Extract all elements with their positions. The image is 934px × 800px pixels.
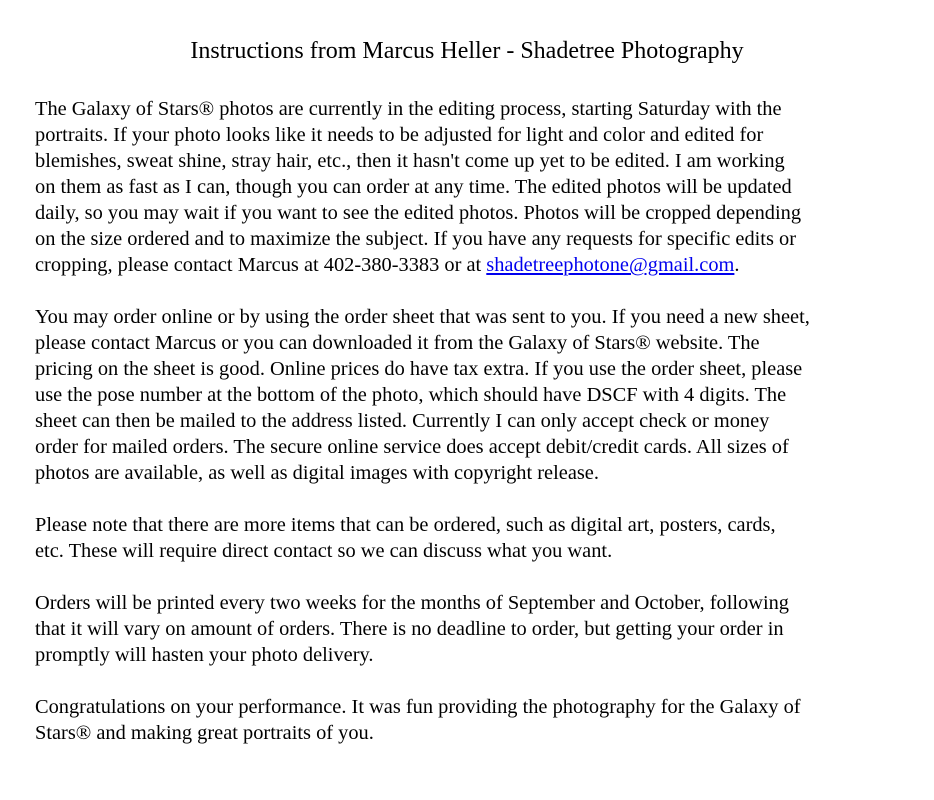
text-line: daily, so you may wait if you want to see the edited photos. Photos will be cropped depending <box>35 202 802 224</box>
text-line: photos are available, as well as digital images with copyright release. <box>35 462 599 484</box>
text-line: Orders will be printed every two weeks for the months of September and October, following <box>35 592 790 614</box>
email-link[interactable]: shadetreephotone@gmail.com <box>486 254 735 276</box>
text-line: on the size ordered and to maximize the subject. If you have any requests for specific edits or <box>35 228 796 250</box>
paragraph-congratulations <box>35 694 915 746</box>
text-line: on them as fast as I can, though you can order at any time. The edited photos will be updated <box>35 176 792 198</box>
document-body <box>35 96 915 772</box>
contact-text: cropping, please contact Marcus at 402-380-3383 or at <box>35 254 487 276</box>
text-line: Please note that there are more items that can be ordered, such as digital art, posters, cards, <box>35 514 776 536</box>
text-line: promptly will hasten your photo delivery. <box>35 644 374 666</box>
text-line: please contact Marcus or you can downloaded it from the Galaxy of Stars® website. The <box>35 332 760 354</box>
paragraph-ordering <box>35 304 915 486</box>
text-line: portraits. If your photo looks like it needs to be adjusted for light and color and edited for <box>35 124 764 146</box>
text-line: blemishes, sweat shine, stray hair, etc., then it hasn't come up yet to be edited. I am working <box>35 150 785 172</box>
text-line: order for mailed orders. The secure online service does accept debit/credit cards. All sizes of <box>35 436 789 458</box>
paragraph-editing-process <box>35 96 915 278</box>
document-title: Instructions from Marcus Heller - Shadetree Photography <box>190 38 744 64</box>
text-line: use the pose number at the bottom of the photo, which should have DSCF with 4 digits. The <box>35 384 787 406</box>
text-line: pricing on the sheet is good. Online prices do have tax extra. If you use the order sheet, please <box>35 358 803 380</box>
paragraph-printing-schedule <box>35 590 915 668</box>
text-line: Congratulations on your performance. It was fun providing the photography for the Galaxy of <box>35 696 801 718</box>
text-line: etc. These will require direct contact so we can discuss what you want. <box>35 540 613 562</box>
text-line-with-email <box>35 252 915 278</box>
paragraph-more-items <box>35 512 915 564</box>
text-line: sheet can then be mailed to the address listed. Currently I can only accept check or money <box>35 410 770 432</box>
text-line: that it will vary on amount of orders. There is no deadline to order, but getting your order in <box>35 618 784 640</box>
sentence-end: . <box>734 254 740 276</box>
text-line: Stars® and making great portraits of you. <box>35 722 374 744</box>
text-line: The Galaxy of Stars® photos are currently in the editing process, starting Saturday with the <box>35 98 782 120</box>
text-line: You may order online or by using the order sheet that was sent to you. If you need a new sheet, <box>35 306 810 328</box>
